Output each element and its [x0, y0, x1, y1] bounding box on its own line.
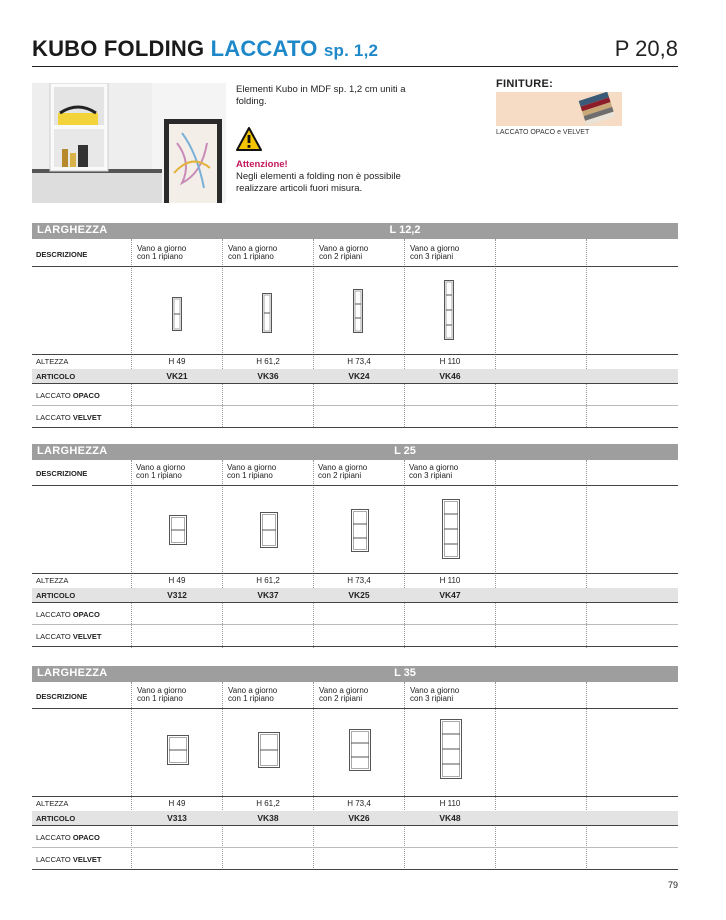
- larghezza-label: LARGHEZZA: [37, 667, 108, 679]
- description-cell: Vano a giorno con 1 ripiano: [137, 244, 187, 261]
- height-cell: H 110: [439, 357, 461, 366]
- laccato-velvet-label: LACCATO VELVET: [36, 632, 102, 641]
- finishes-caption: LACCATO OPACO e VELVET: [496, 129, 590, 136]
- finish-swatches: [496, 92, 622, 126]
- article-code: VK48: [439, 813, 461, 823]
- height-cell: H 73,4: [347, 799, 371, 808]
- height-cell: H 110: [439, 576, 461, 585]
- larghezza-label: LARGHEZZA: [37, 224, 108, 236]
- warning-title: Attenzione!: [236, 159, 288, 170]
- article-code: VK25: [348, 590, 370, 600]
- table-section-1: [32, 223, 678, 430]
- description-cell: Vano a giorno con 1 ripiano: [137, 686, 187, 703]
- width-value: L 25: [394, 445, 416, 457]
- finishes-title: FINITURE:: [496, 78, 554, 90]
- description-cell: Vano a giorno con 2 ripiani: [318, 463, 368, 480]
- height-cell: H 61,2: [256, 799, 280, 808]
- altezza-label: ALTEZZA: [36, 357, 69, 366]
- cabinet-1-shelf-icon: [169, 515, 187, 545]
- article-code: VK38: [257, 813, 279, 823]
- altezza-label: ALTEZZA: [36, 799, 69, 808]
- description-cell: Vano a giorno con 2 ripiani: [319, 686, 369, 703]
- description-cell: Vano a giorno con 3 ripiani: [409, 463, 459, 480]
- laccato-opaco-label: LACCATO OPACO: [36, 391, 100, 400]
- cabinet-2-shelves-icon: [353, 289, 363, 333]
- article-code: VK47: [439, 590, 461, 600]
- cabinet-3-shelves-icon: [440, 719, 462, 779]
- descrizione-label: DESCRIZIONE: [36, 250, 88, 259]
- height-cell: H 73,4: [347, 576, 371, 585]
- cabinet-3-shelves-icon: [442, 499, 460, 559]
- height-cell: H 61,2: [256, 576, 280, 585]
- altezza-label: ALTEZZA: [36, 576, 69, 585]
- page-number: 79: [667, 880, 678, 890]
- height-cell: H 110: [439, 799, 461, 808]
- article-code: VK36: [257, 371, 279, 381]
- warning-text: Negli elementi a folding non è possibile realizzare articoli fuori misura.: [236, 171, 401, 194]
- description-cell: Vano a giorno con 1 ripiano: [228, 244, 278, 261]
- article-code: VK37: [257, 590, 279, 600]
- descrizione-label: DESCRIZIONE: [36, 692, 88, 701]
- article-code: VK21: [166, 371, 188, 381]
- cabinet-1-shelf-icon: [172, 297, 182, 331]
- height-cell: H 49: [168, 357, 186, 366]
- description-cell: Vano a giorno con 1 ripiano: [227, 463, 277, 480]
- width-header: [32, 666, 678, 682]
- descrizione-label: DESCRIZIONE: [36, 469, 88, 478]
- articolo-label: ARTICOLO: [36, 814, 76, 823]
- title-finish: LACCATO: [210, 36, 318, 61]
- cabinet-1-shelf-icon: [258, 732, 280, 768]
- cabinet-1-shelf-icon: [167, 735, 189, 765]
- laccato-opaco-label: LACCATO OPACO: [36, 833, 100, 842]
- laccato-velvet-label: LACCATO VELVET: [36, 855, 102, 864]
- cabinet-2-shelves-icon: [349, 729, 371, 771]
- cabinet-1-shelf-icon: [262, 293, 272, 333]
- intro-text: Elementi Kubo in MDF sp. 1,2 cm uniti a folding.: [236, 84, 406, 107]
- description-cell: Vano a giorno con 1 ripiano: [136, 463, 186, 480]
- cabinet-1-shelf-icon: [260, 512, 278, 548]
- description-cell: Vano a giorno con 3 ripiani: [410, 244, 460, 261]
- height-cell: H 61,2: [256, 357, 280, 366]
- article-code: VK26: [348, 813, 370, 823]
- height-cell: H 49: [168, 799, 186, 808]
- article-code: V312: [167, 590, 187, 600]
- cabinet-3-shelves-icon: [444, 280, 454, 340]
- articolo-label: ARTICOLO: [36, 591, 76, 600]
- laccato-velvet-label: LACCATO VELVET: [36, 413, 102, 422]
- article-code: VK24: [348, 371, 370, 381]
- page-reference: P 20,8: [614, 36, 678, 61]
- width-value: L 12,2: [389, 224, 421, 236]
- table-section-3: [32, 666, 678, 873]
- laccato-opaco-label: LACCATO OPACO: [36, 610, 100, 619]
- description-cell: Vano a giorno con 1 ripiano: [228, 686, 278, 703]
- articolo-label: ARTICOLO: [36, 372, 76, 381]
- cabinet-2-shelves-icon: [351, 509, 369, 552]
- product-photo: [32, 83, 226, 203]
- description-cell: Vano a giorno con 2 ripiani: [319, 244, 369, 261]
- title-row: [32, 36, 678, 67]
- title-thickness: sp. 1,2: [323, 41, 379, 60]
- height-cell: H 49: [168, 576, 186, 585]
- width-header: [32, 223, 678, 239]
- title-product: KUBO FOLDING: [32, 36, 205, 61]
- article-code: VK46: [439, 371, 461, 381]
- width-header: [32, 444, 678, 460]
- height-cell: H 73,4: [347, 357, 371, 366]
- larghezza-label: LARGHEZZA: [37, 445, 108, 457]
- warning-icon: [236, 127, 262, 151]
- table-section-2: [32, 444, 678, 651]
- article-code: V313: [167, 813, 187, 823]
- page-title: [32, 36, 378, 62]
- width-value: L 35: [394, 667, 416, 679]
- description-cell: Vano a giorno con 3 ripiani: [410, 686, 460, 703]
